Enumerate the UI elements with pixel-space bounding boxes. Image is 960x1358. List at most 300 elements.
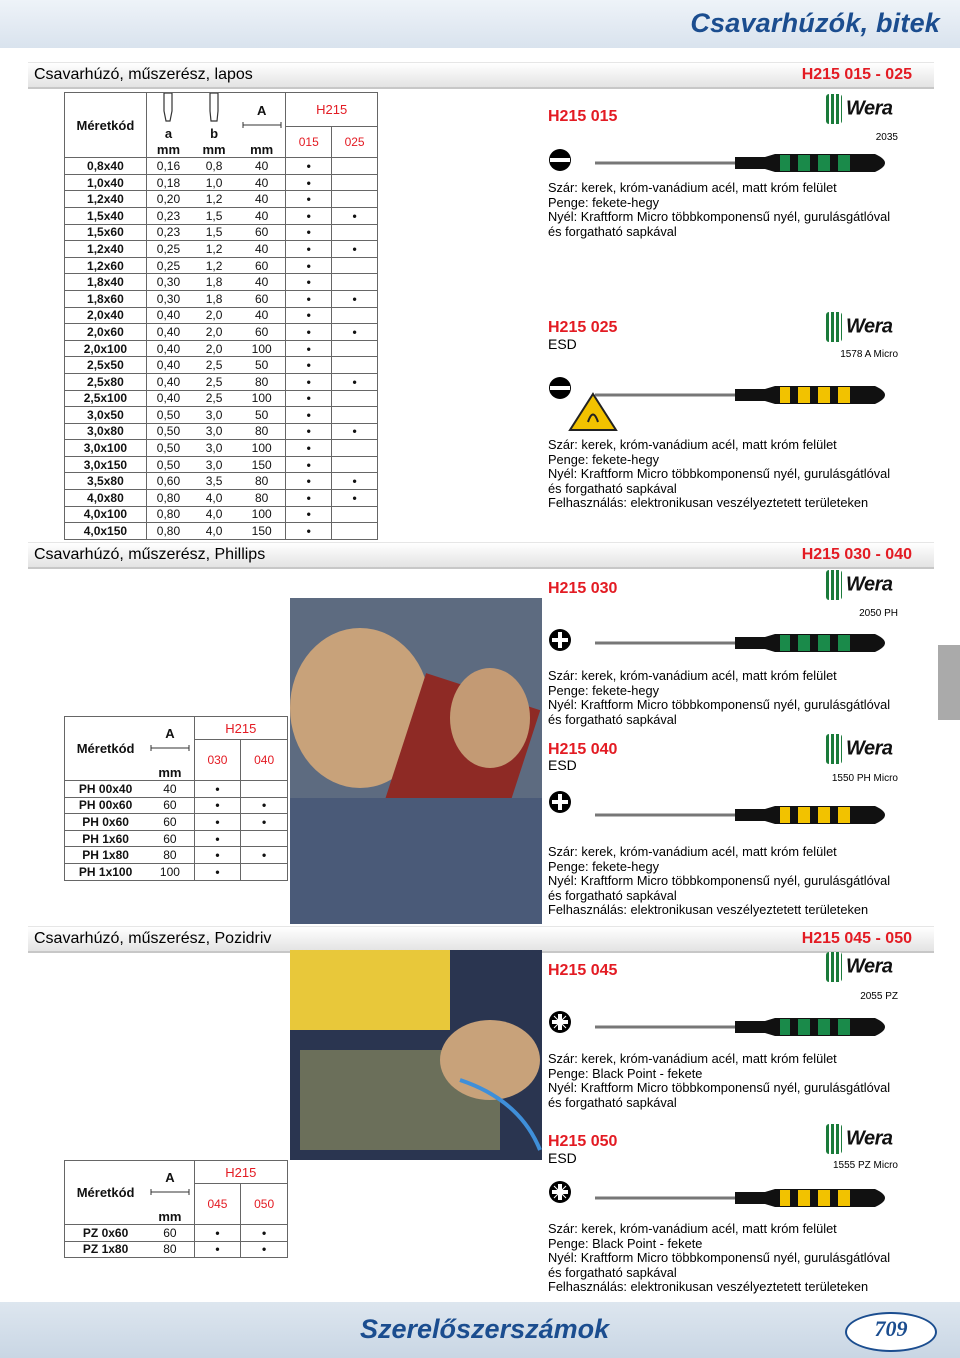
a-cell: 0,23 [146, 207, 190, 224]
wera-logo [826, 952, 893, 982]
size-cell: 2,0x100 [65, 340, 147, 357]
col-025-cell [332, 523, 378, 540]
col-015-cell: • [286, 324, 332, 341]
col-025-cell: • [332, 473, 378, 490]
A-cell: 40 [238, 174, 286, 191]
desc-line: Penge: fekete-hegy [548, 194, 659, 210]
brand-label: Wera [846, 1127, 893, 1150]
a-cell: 0,50 [146, 407, 190, 424]
pozidriv-tip-icon [548, 1180, 572, 1209]
A-cell: 80 [238, 490, 286, 507]
col-025-cell [332, 224, 378, 241]
size-cell: PH 00x40 [65, 781, 147, 798]
esd-label: ESD [548, 336, 577, 352]
A-cell: 150 [238, 456, 286, 473]
A-cell: 60 [146, 814, 194, 831]
b-cell: 1,2 [190, 191, 238, 208]
table-row [65, 440, 378, 457]
brand-label: Wera [846, 955, 893, 978]
col-b-label: b [210, 126, 219, 142]
section-bar-flat [28, 62, 934, 89]
wera-logo-icon [826, 1124, 842, 1154]
col-2-cell: • [241, 1225, 288, 1242]
section-code: H215 030 - 040 [801, 546, 912, 563]
size-cell: 3,5x80 [65, 473, 147, 490]
A-cell: 40 [238, 307, 286, 324]
col-2-cell [241, 830, 288, 847]
b-cell: 1,5 [190, 224, 238, 241]
size-cell: 1,0x40 [65, 174, 147, 191]
product-description [548, 1052, 890, 1110]
section-bar-phillips [28, 542, 934, 569]
A-cell: 40 [238, 191, 286, 208]
col-040: 040 [241, 740, 288, 781]
a-cell: 0,20 [146, 191, 190, 208]
brand-label: Wera [846, 97, 893, 120]
screwdriver-image [595, 800, 900, 835]
b-cell: 1,5 [190, 207, 238, 224]
blade-a-icon [146, 93, 190, 127]
col-015-cell: • [286, 390, 332, 407]
b-cell: 1,8 [190, 290, 238, 307]
A-cell: 60 [146, 1225, 194, 1242]
desc-line: Penge: Black Point - fekete [548, 1235, 703, 1251]
desc-line: és forgatható sapkával [548, 887, 677, 903]
desc-line: Penge: Black Point - fekete [548, 1065, 703, 1081]
col-A-label: A [256, 102, 267, 118]
size-cell: 1,2x40 [65, 191, 147, 208]
a-cell: 0,23 [146, 224, 190, 241]
col-015-cell: • [286, 506, 332, 523]
wera-logo [826, 734, 893, 764]
col-025-cell [332, 340, 378, 357]
desc-line: Szár: kerek, króm-vanádium acél, matt króm felület [548, 180, 837, 195]
col-025-cell: • [332, 241, 378, 258]
section-bar-pozidriv [28, 926, 934, 953]
series-header: H215 [194, 717, 287, 740]
a-cell: 0,50 [146, 423, 190, 440]
table-row [65, 490, 378, 507]
b-cell: 3,0 [190, 407, 238, 424]
desc-line: Felhasználás: elektronikusan veszélyeztetett területeken [548, 1279, 869, 1295]
col-015-cell: • [286, 241, 332, 258]
table-row [65, 274, 378, 291]
table-row [65, 158, 378, 175]
a-cell: 0,30 [146, 274, 190, 291]
desc-line: Penge: fekete-hegy [548, 858, 659, 874]
col-015-cell: • [286, 290, 332, 307]
screwdriver-image [595, 148, 900, 183]
side-tab [938, 645, 960, 720]
dimension-arrow-icon [242, 121, 282, 129]
col-1-cell: • [194, 847, 241, 864]
table-row [65, 241, 378, 258]
flat-spec-table [64, 92, 378, 540]
unit-A: mm [158, 1208, 182, 1224]
pozidriv-spec-table [64, 1160, 288, 1258]
size-cell: 3,0x50 [65, 407, 147, 424]
length-A-header [146, 1161, 194, 1209]
b-cell: 4,0 [190, 523, 238, 540]
A-cell: 60 [238, 290, 286, 307]
table-row [65, 191, 378, 208]
size-cell: 3,0x80 [65, 423, 147, 440]
col-1-cell: • [194, 830, 241, 847]
A-cell: 50 [238, 407, 286, 424]
table-row [65, 324, 378, 341]
A-cell: 80 [146, 847, 194, 864]
table-row [65, 340, 378, 357]
col-015-cell: • [286, 224, 332, 241]
col-015-cell: • [286, 407, 332, 424]
desc-line: Penge: fekete-hegy [548, 451, 659, 467]
size-cell: 0,8x40 [65, 158, 147, 175]
desc-line: Szár: kerek, króm-vanádium acél, matt króm felület [548, 668, 837, 683]
A-cell: 80 [146, 1241, 194, 1258]
a-cell: 0,80 [146, 506, 190, 523]
length-A-header [146, 717, 194, 765]
unit-A: mm [250, 141, 274, 157]
screwdriver-image [595, 380, 900, 415]
col-025-cell [332, 174, 378, 191]
col-015-cell: • [286, 274, 332, 291]
b-cell: 2,0 [190, 340, 238, 357]
col-1-cell: • [194, 1225, 241, 1242]
col-025-cell [332, 456, 378, 473]
col-025-cell [332, 158, 378, 175]
A-cell: 60 [238, 324, 286, 341]
A-cell: 100 [238, 340, 286, 357]
desc-line: Szár: kerek, króm-vanádium acél, matt króm felület [548, 844, 837, 859]
series-header: H215 [286, 93, 378, 127]
a-cell: 0,50 [146, 456, 190, 473]
col-025-cell: • [332, 324, 378, 341]
col-015-cell: • [286, 191, 332, 208]
col-015-cell: • [286, 158, 332, 175]
size-cell: 2,0x40 [65, 307, 147, 324]
a-cell: 0,40 [146, 340, 190, 357]
col-015-cell: • [286, 423, 332, 440]
table-row [65, 257, 378, 274]
a-cell: 0,18 [146, 174, 190, 191]
A-cell: 60 [238, 224, 286, 241]
A-cell: 60 [238, 257, 286, 274]
size-header: Méretkód [65, 717, 147, 781]
col-025-cell [332, 191, 378, 208]
brand-label: Wera [846, 573, 893, 596]
blade-b-icon [190, 93, 238, 127]
a-cell: 0,25 [146, 257, 190, 274]
A-cell: 40 [238, 158, 286, 175]
col-025-cell: • [332, 207, 378, 224]
table-row [65, 456, 378, 473]
desc-line: Szár: kerek, króm-vanádium acél, matt króm felület [548, 1051, 837, 1066]
product-code: H215 045 [548, 962, 618, 979]
table-row [65, 174, 378, 191]
col-015-cell: • [286, 174, 332, 191]
wera-logo [826, 1124, 893, 1154]
product-code: H215 050 [548, 1133, 618, 1150]
pozidriv-tip-icon [548, 1010, 572, 1039]
A-cell: 50 [238, 357, 286, 374]
screwdriver-image [595, 1183, 900, 1218]
col-1-cell: • [194, 781, 241, 798]
size-cell: 1,2x60 [65, 257, 147, 274]
model-number: 1555 PZ Micro [832, 1160, 898, 1171]
size-cell: 2,5x50 [65, 357, 147, 374]
model-number: 1578 A Micro [840, 349, 898, 360]
b-cell: 2,5 [190, 373, 238, 390]
col-025-cell [332, 390, 378, 407]
col-030: 030 [194, 740, 241, 781]
size-cell: PH 0x60 [65, 814, 147, 831]
A-cell: 40 [146, 781, 194, 798]
dimension-arrow-icon [150, 744, 190, 752]
b-cell: 1,2 [190, 241, 238, 258]
A-cell: 40 [238, 241, 286, 258]
phillips-tip-icon [548, 628, 572, 657]
wera-logo-icon [826, 94, 842, 124]
table-row [65, 814, 288, 831]
A-cell: 80 [238, 423, 286, 440]
b-cell: 3,5 [190, 473, 238, 490]
a-cell: 0,40 [146, 324, 190, 341]
col-015-cell: • [286, 257, 332, 274]
product-description [548, 845, 890, 918]
col-015: 015 [286, 126, 332, 158]
a-cell: 0,80 [146, 490, 190, 507]
table-row [65, 423, 378, 440]
section-title: Csavarhúzó, műszerész, Pozidriv [34, 930, 272, 947]
col-025-cell: • [332, 490, 378, 507]
col-A-label: A [165, 726, 175, 742]
wera-logo-icon [826, 312, 842, 342]
esd-label: ESD [548, 757, 577, 773]
size-cell: PH 1x80 [65, 847, 147, 864]
table-row [65, 390, 378, 407]
size-cell: 2,5x100 [65, 390, 147, 407]
product-code: H215 025 [548, 319, 618, 336]
A-cell: 80 [238, 473, 286, 490]
col-015-cell: • [286, 456, 332, 473]
a-cell: 0,25 [146, 241, 190, 258]
product-code: H215 015 [548, 108, 618, 125]
col-025-cell [332, 357, 378, 374]
table-row [65, 207, 378, 224]
length-A-header [238, 93, 286, 142]
col-025: 025 [332, 126, 378, 158]
dimension-arrow-icon [150, 1188, 190, 1196]
A-cell: 100 [238, 390, 286, 407]
col-015-cell: • [286, 373, 332, 390]
size-cell: 1,2x40 [65, 241, 147, 258]
col-025-cell: • [332, 423, 378, 440]
col-015-cell: • [286, 523, 332, 540]
col-015-cell: • [286, 440, 332, 457]
b-cell: 4,0 [190, 490, 238, 507]
size-cell: 1,8x60 [65, 290, 147, 307]
col-1-cell: • [194, 814, 241, 831]
a-cell: 0,30 [146, 290, 190, 307]
table-row [65, 523, 378, 540]
page-title: Csavarhúzók, bitek [690, 8, 940, 38]
col-015-cell: • [286, 473, 332, 490]
table-row [65, 506, 378, 523]
col-025-cell [332, 257, 378, 274]
b-cell: 1,8 [190, 274, 238, 291]
a-cell: 0,40 [146, 373, 190, 390]
col-2-cell: • [241, 1241, 288, 1258]
brand-label: Wera [846, 315, 893, 338]
table-row [65, 373, 378, 390]
table-row [65, 781, 288, 798]
A-cell: 100 [146, 863, 194, 880]
wera-logo [826, 570, 893, 600]
unit-A: mm [158, 764, 182, 780]
size-header: Méretkód [65, 1161, 147, 1225]
model-number: 2050 PH [859, 608, 898, 619]
col-045: 045 [194, 1184, 241, 1225]
size-cell: 2,5x80 [65, 373, 147, 390]
size-cell: 2,0x60 [65, 324, 147, 341]
series-header: H215 [194, 1161, 287, 1184]
a-cell: 0,40 [146, 357, 190, 374]
b-cell: 1,0 [190, 174, 238, 191]
col-1-cell: • [194, 797, 241, 814]
footer-title: Szerelőszerszámok [360, 1314, 610, 1344]
size-cell: PZ 0x60 [65, 1225, 147, 1242]
photo-pc-repair [290, 950, 542, 1160]
size-cell: PH 00x60 [65, 797, 147, 814]
desc-line: Penge: fekete-hegy [548, 682, 659, 698]
A-cell: 80 [238, 373, 286, 390]
col-2-cell: • [241, 814, 288, 831]
table-row [65, 307, 378, 324]
phillips-spec-table [64, 716, 288, 881]
unit-a: mm [146, 142, 190, 158]
product-code: H215 030 [548, 580, 618, 597]
wera-logo [826, 94, 893, 124]
table-row [65, 224, 378, 241]
col-A-label: A [165, 1170, 175, 1186]
b-cell: 2,0 [190, 307, 238, 324]
col-015-cell: • [286, 340, 332, 357]
b-cell: 3,0 [190, 440, 238, 457]
photo-model-train-repair [290, 598, 542, 924]
model-number: 2055 PZ [860, 991, 898, 1002]
size-cell: 3,0x100 [65, 440, 147, 457]
size-cell: 4,0x80 [65, 490, 147, 507]
phillips-tip-icon [548, 790, 572, 819]
model-number: 2035 [875, 132, 898, 143]
b-cell: 2,5 [190, 357, 238, 374]
section-title: Csavarhúzó, műszerész, lapos [34, 66, 253, 83]
size-cell: PZ 1x80 [65, 1241, 147, 1258]
desc-line: Nyél: Kraftform Micro többkomponensű nyél, gurulásgátlóval [548, 1080, 891, 1096]
col-a-label: a [146, 126, 190, 142]
desc-line: Nyél: Kraftform Micro többkomponensű nyél, gurulásgátlóval [548, 209, 891, 225]
table-row [65, 830, 288, 847]
wera-logo-icon [826, 952, 842, 982]
desc-line: és forgatható sapkával [548, 480, 677, 496]
desc-line: Nyél: Kraftform Micro többkomponensű nyél, gurulásgátlóval [548, 697, 891, 713]
section-code: H215 015 - 025 [801, 66, 912, 83]
a-cell: 0,16 [146, 158, 190, 175]
A-cell: 100 [238, 506, 286, 523]
col-015-cell: • [286, 207, 332, 224]
product-description [548, 669, 890, 727]
col-015-cell: • [286, 490, 332, 507]
col-2-cell [241, 781, 288, 798]
col-025-cell [332, 307, 378, 324]
wera-logo-icon [826, 570, 842, 600]
desc-line: Nyél: Kraftform Micro többkomponensű nyél, gurulásgátlóval [548, 873, 891, 889]
table-row [65, 847, 288, 864]
col-2-cell [241, 863, 288, 880]
col-025-cell: • [332, 290, 378, 307]
b-cell: 2,5 [190, 390, 238, 407]
size-cell: PH 1x100 [65, 863, 147, 880]
b-cell: 1,2 [190, 257, 238, 274]
A-cell: 60 [146, 830, 194, 847]
desc-line: és forgatható sapkával [548, 1264, 677, 1280]
brand-label: Wera [846, 737, 893, 760]
desc-line: Nyél: Kraftform Micro többkomponensű nyél, gurulásgátlóval [548, 466, 891, 482]
col-2-cell: • [241, 847, 288, 864]
table-row [65, 290, 378, 307]
product-description [548, 1222, 890, 1295]
product-code: H215 040 [548, 741, 618, 758]
b-cell: 2,0 [190, 324, 238, 341]
A-cell: 60 [146, 797, 194, 814]
screwdriver-image [595, 628, 900, 663]
A-cell: 100 [238, 440, 286, 457]
col-050: 050 [241, 1184, 288, 1225]
a-cell: 0,50 [146, 440, 190, 457]
col-025-cell [332, 506, 378, 523]
size-cell: 4,0x100 [65, 506, 147, 523]
table-row [65, 473, 378, 490]
A-cell: 150 [238, 523, 286, 540]
table-row [65, 797, 288, 814]
screwdriver-image [595, 1012, 900, 1047]
size-cell: 4,0x150 [65, 523, 147, 540]
size-cell: 3,0x150 [65, 456, 147, 473]
b-cell: 3,0 [190, 456, 238, 473]
table-row [65, 407, 378, 424]
col-025-cell [332, 274, 378, 291]
desc-line: Felhasználás: elektronikusan veszélyeztetett területeken [548, 902, 869, 918]
desc-line: Szár: kerek, króm-vanádium acél, matt króm felület [548, 437, 837, 452]
col-1-cell: • [194, 863, 241, 880]
size-cell: PH 1x60 [65, 830, 147, 847]
size-cell: 1,5x60 [65, 224, 147, 241]
b-cell: 3,0 [190, 423, 238, 440]
col-025-cell [332, 407, 378, 424]
size-cell: 1,5x40 [65, 207, 147, 224]
product-description [548, 438, 890, 511]
a-cell: 0,80 [146, 523, 190, 540]
table-row [65, 1225, 288, 1242]
wera-logo-icon [826, 734, 842, 764]
esd-label: ESD [548, 1150, 577, 1166]
a-cell: 0,40 [146, 307, 190, 324]
size-header: Méretkód [65, 93, 147, 158]
desc-line: Nyél: Kraftform Micro többkomponensű nyél, gurulásgátlóval [548, 1250, 891, 1266]
a-cell: 0,60 [146, 473, 190, 490]
desc-line: és forgatható sapkával [548, 223, 677, 239]
col-025-cell: • [332, 373, 378, 390]
